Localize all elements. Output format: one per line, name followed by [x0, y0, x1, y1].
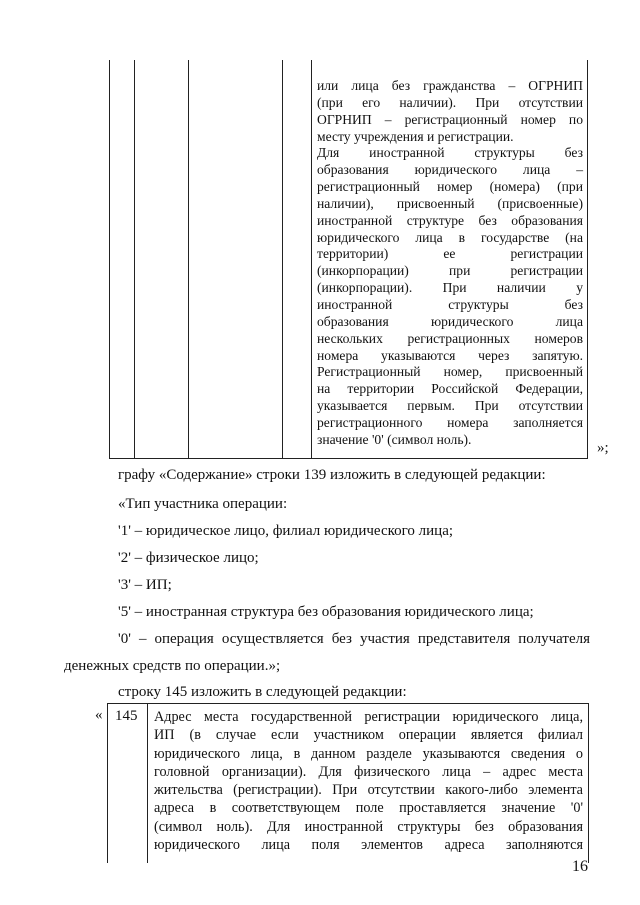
text-line: (инкорпорации) при регистрации	[317, 263, 583, 279]
text-line: иностранной структуры без	[317, 296, 583, 312]
text-line: иностранной структуре без образования	[317, 212, 583, 228]
continuation-table	[109, 60, 588, 459]
row-145-table	[107, 703, 589, 863]
text-line: Адрес места государственной регистрации юридического лица,	[154, 709, 583, 725]
table-column-divider	[282, 60, 283, 458]
text-line: территории) ее регистрации	[317, 246, 583, 262]
row-number: 145	[115, 708, 138, 724]
instruction-paragraph-145: строку 145 изложить в следующей редакции:	[118, 684, 407, 700]
text-line: адреса в соответствующем поле проставляется значение '0'	[154, 800, 583, 817]
closing-quote: »;	[597, 440, 609, 456]
text-line: образования юридического лица –	[317, 162, 583, 178]
text-line: (при его наличии). При отсутствии	[317, 94, 583, 110]
text-line: регистрационный номер (номера) (при	[317, 179, 583, 195]
page-number: 16	[572, 858, 588, 875]
instruction-paragraph-139: графу «Содержание» строки 139 изложить в следующей редакции:	[118, 467, 546, 483]
row-145-content	[154, 708, 583, 854]
text-line: (символ ноль). Для иностранной структуры без образования	[154, 818, 583, 835]
text-line: значение '0' (символ ноль).	[317, 431, 472, 447]
participant-type-0-continued: денежных средств по операции.»;	[64, 658, 281, 674]
table-column-divider	[147, 704, 148, 863]
participant-type-heading: «Тип участника операции:	[118, 496, 288, 512]
opening-quote: «	[95, 707, 103, 723]
text-line: нескольких регистрационных номеров	[317, 330, 583, 346]
text-line: ИП (в случае если участником операции является филиал	[154, 727, 583, 744]
text-line: Регистрационный номер, присвоенный	[317, 364, 583, 380]
text-line: номера указываются через запятую.	[317, 347, 583, 363]
text-line: головной организации). Для физического лица – адрес места	[154, 763, 583, 780]
text-line: юридического лица поля элементов адреса заполняются	[154, 837, 583, 854]
content-cell-text	[317, 78, 583, 449]
table-column-divider	[134, 60, 135, 458]
text-line: ОГРНИП – регистрационный номер по	[317, 111, 583, 127]
text-line: юридического лица в государстве (на	[317, 229, 583, 245]
table-column-divider	[311, 60, 312, 458]
text-line: юридического лица, в данном разделе указываются сведения о	[154, 745, 583, 762]
participant-type-5: '5' – иностранная структура без образования юридического лица;	[118, 604, 534, 620]
participant-type-2: '2' – физическое лицо;	[118, 550, 259, 566]
text-line: или лица без гражданства – ОГРНИП	[317, 78, 583, 93]
participant-type-1: '1' – юридическое лицо, филиал юридического лица;	[118, 523, 454, 539]
participant-type-0: '0' – операция осуществляется без участия представителя получателя	[118, 631, 590, 647]
text-line: жительства (регистрации). При отсутствии какого-либо элемента	[154, 782, 583, 799]
participant-type-3: '3' – ИП;	[118, 577, 172, 593]
text-line: (инкорпорации). При наличии у	[317, 280, 583, 296]
text-line: наличии), присвоенный (присвоенные)	[317, 195, 583, 211]
text-line: регистрационного номера заполняется	[317, 414, 583, 430]
text-line: на территории Российской Федерации,	[317, 381, 583, 397]
table-column-divider	[188, 60, 189, 458]
text-line: указывается первым. При отсутствии	[317, 398, 583, 414]
text-line: образования юридического лица	[317, 313, 583, 329]
text-line: месту учреждения и регистрации.	[317, 128, 514, 144]
text-line: Для иностранной структуры без	[317, 145, 583, 161]
